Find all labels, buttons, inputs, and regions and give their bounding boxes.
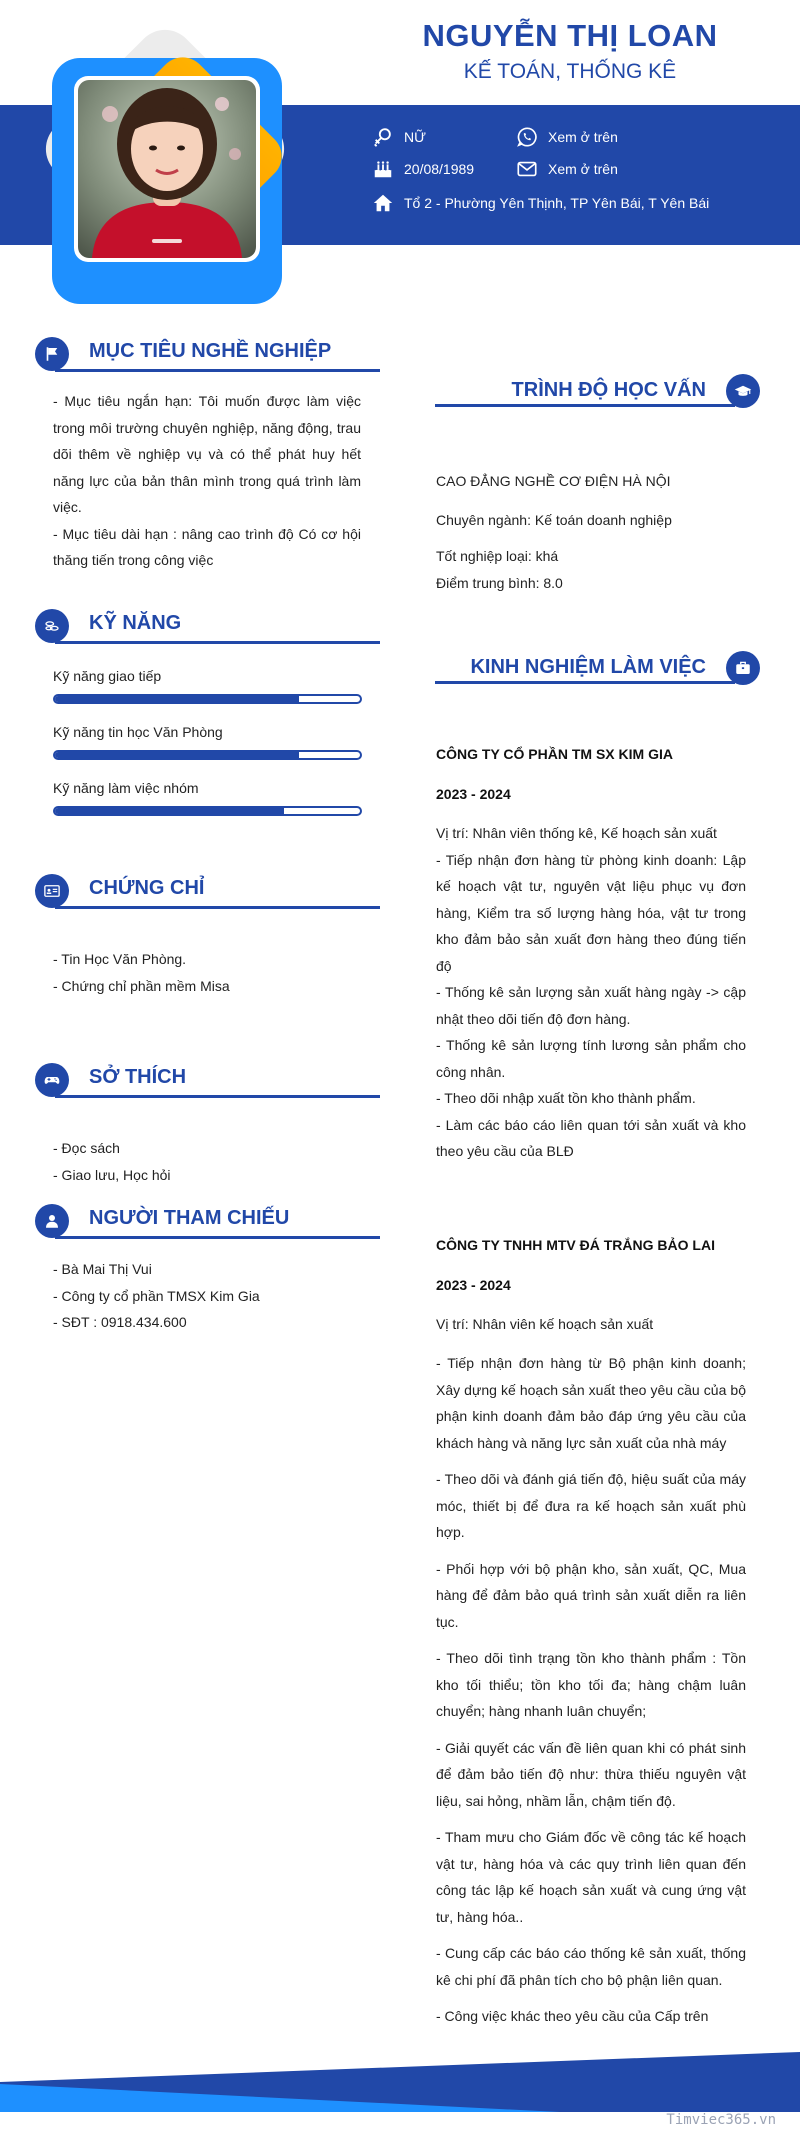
job-2-duty: - Theo dõi tình trạng tồn kho thành phẩm : Tồn kho tối thiểu; tồn kho tối đa; hàng chậm luân chuyển; hàng nhanh luân chuyển; (436, 1650, 746, 1719)
career-goal-heading: MỤC TIÊU NGHỀ NGHIỆP (89, 340, 332, 362)
career-goal-underline (55, 369, 380, 372)
candidate-position: KẾ TOÁN, THỐNG KÊ (463, 60, 677, 83)
section-references (35, 1201, 380, 1241)
graduation-cap-icon (726, 374, 760, 408)
job-2-duty: - Tiếp nhận đơn hàng từ Bộ phận kinh doanh; Xây dựng kế hoạch sản xuất theo yêu cầu của bộ phận kinh doanh đảm bảo đáp ứng yêu cầu của khách hàng và năng lực sản xuất của nhà máy (436, 1355, 746, 1451)
job-2-duty: - Công việc khác theo yêu cầu của Cấp trên (436, 2008, 709, 2024)
watermark: Timviec365.vn (666, 2112, 776, 2128)
education-underline (435, 404, 735, 407)
job-1-period: 2023 - 2024 (436, 786, 511, 802)
phone-value: Xem ở trên (548, 129, 618, 145)
email-value: Xem ở trên (548, 161, 618, 177)
home-icon (372, 192, 394, 214)
section-experience (435, 651, 760, 691)
section-career-goal (35, 334, 380, 374)
certificates-heading: CHỨNG CHỈ (89, 877, 205, 899)
education-major: Chuyên ngành: Kế toán doanh nghiệp (436, 512, 672, 528)
experience-heading: KINH NGHIỆM LÀM VIỆC (470, 656, 706, 678)
career-goal-text: - Mục tiêu ngắn hạn: Tôi muốn được làm việc trong môi trường chuyên nghiệp, năng động, trau dõi thêm về nghiệp vụ và có thể phát huy hết năng lực của bản thân mình trong quá trình làm việc. - Mục tiêu dài hạn : nâng cao trình độ Có cơ hội thăng tiến trong công việc (53, 393, 361, 568)
job-2-duty: - Theo dõi và đánh giá tiến độ, hiệu suất của máy móc, thiết bị để đưa ra kế hoạch sản xuất phù hợp. (436, 1471, 746, 1540)
certificates-underline (55, 906, 380, 909)
job-2-position: Vị trí: Nhân viên kế hoạch sản xuất (436, 1316, 654, 1332)
envelope-icon (516, 158, 538, 180)
skill-label-3: Kỹ năng làm việc nhóm (53, 780, 199, 796)
profile-photo-frame (40, 24, 290, 314)
skill-bar-1 (53, 694, 362, 704)
job-2-company: CÔNG TY TNHH MTV ĐÁ TRẮNG BẢO LAI (436, 1237, 715, 1253)
contact-address (372, 192, 709, 214)
birthday-cake-icon (372, 158, 394, 180)
user-icon (35, 1204, 69, 1238)
skill-label-2: Kỹ năng tin học Văn Phòng (53, 724, 223, 740)
job-2-period: 2023 - 2024 (436, 1277, 511, 1293)
whatsapp-phone-icon (516, 126, 538, 148)
hobbies-heading: SỞ THÍCH (89, 1066, 187, 1088)
contact-phone (516, 126, 618, 148)
contact-birthday (372, 158, 474, 180)
gender-value: NỮ (404, 129, 427, 145)
education-school: CAO ĐẲNG NGHỀ CƠ ĐIỆN HÀ NỘI (436, 473, 671, 489)
section-certificates (35, 871, 380, 911)
certificates-text: - Tin Học Văn Phòng. - Chứng chỉ phần mềm Misa (53, 951, 230, 994)
section-hobbies (35, 1060, 380, 1100)
address-value: Tổ 2 - Phường Yên Thịnh, TP Yên Bái, T Yên Bái (404, 195, 710, 211)
education-heading: TRÌNH ĐỘ HỌC VẤN (511, 379, 706, 401)
hobbies-underline (55, 1095, 380, 1098)
job-1-description: Vị trí: Nhân viên thống kê, Kế hoạch sản xuất - Tiếp nhận đơn hàng từ phòng kinh doanh: Lập kế hoạch vật tư, nguyên vật liệu phục vụ đơn hàng, Kiểm tra số lượng hàng hóa, vật tư trong kho đảm bảo sản xuất đơn hàng theo đúng tiến độ - Thống kê sản lượng sản xuất hàng ngày -> cập nhật theo dõi tiến độ đơn hàng. - Thống kê sản lượng tính lương sản phẩm cho công nhân. - Theo dõi nhập xuất tồn kho thành phẩm. - Làm các báo cáo liên quan tới sản xuất và kho theo yêu cầu của BLĐ (436, 825, 746, 1159)
education-details: Tốt nghiệp loại: khá Điểm trung bình: 8.0 (436, 548, 563, 591)
briefcase-icon (726, 651, 760, 685)
profile-photo (74, 76, 260, 262)
section-skills (35, 606, 380, 646)
job-2-duty: - Tham mưu cho Giám đốc về công tác kế hoạch vật tư, hàng hóa và các quy trình liên quan đến công tác lập kế hoạch sản xuất và cung ứng vật tư, hàng hóa.. (436, 1829, 746, 1925)
skill-fill-1 (55, 696, 299, 702)
skill-fill-3 (55, 808, 284, 814)
job-2-duty: - Cung cấp các báo cáo thống kê sản xuất, thống kê chi phí đã phân tích cho bộ phận liên quan. (436, 1945, 746, 1988)
job-2-duties (436, 1350, 746, 2030)
skill-fill-2 (55, 752, 299, 758)
coins-icon (35, 609, 69, 643)
certificate-card-icon (35, 874, 69, 908)
contact-gender (372, 126, 426, 148)
skill-bar-2 (53, 750, 362, 760)
references-heading: NGƯỜI THAM CHIẾU (89, 1207, 290, 1229)
contact-email (516, 158, 618, 180)
skills-underline (55, 641, 380, 644)
skill-label-1: Kỹ năng giao tiếp (53, 668, 162, 684)
hobbies-text: - Đọc sách - Giao lưu, Học hỏi (53, 1140, 171, 1183)
references-text: - Bà Mai Thị Vui - Công ty cổ phần TMSX Kim Gia - SĐT : 0918.434.600 (53, 1261, 260, 1330)
birthday-value: 20/08/1989 (404, 161, 475, 177)
flag-icon (35, 337, 69, 371)
job-1-company: CÔNG TY CỔ PHẦN TM SX KIM GIA (436, 746, 673, 762)
skill-bar-3 (53, 806, 362, 816)
section-education (435, 374, 760, 414)
gamepad-icon (35, 1063, 69, 1097)
job-2-duty: - Giải quyết các vấn đề liên quan khi có phát sinh để đảm bảo tiến độ như: thừa thiếu nguyên vật liệu, sai hỏng, nhầm lẫn, chậm tiến độ. (436, 1739, 746, 1809)
skills-heading: KỸ NĂNG (89, 612, 182, 634)
experience-underline (435, 681, 735, 684)
gender-icon (372, 126, 394, 148)
candidate-name: NGUYỄN THỊ LOAN (422, 18, 718, 53)
job-2-duty: - Phối hợp với bộ phận kho, sản xuất, QC, Mua hàng để đảm bảo quá trình sản xuất diễn ra liên tục. (436, 1560, 746, 1630)
references-underline (55, 1236, 380, 1239)
